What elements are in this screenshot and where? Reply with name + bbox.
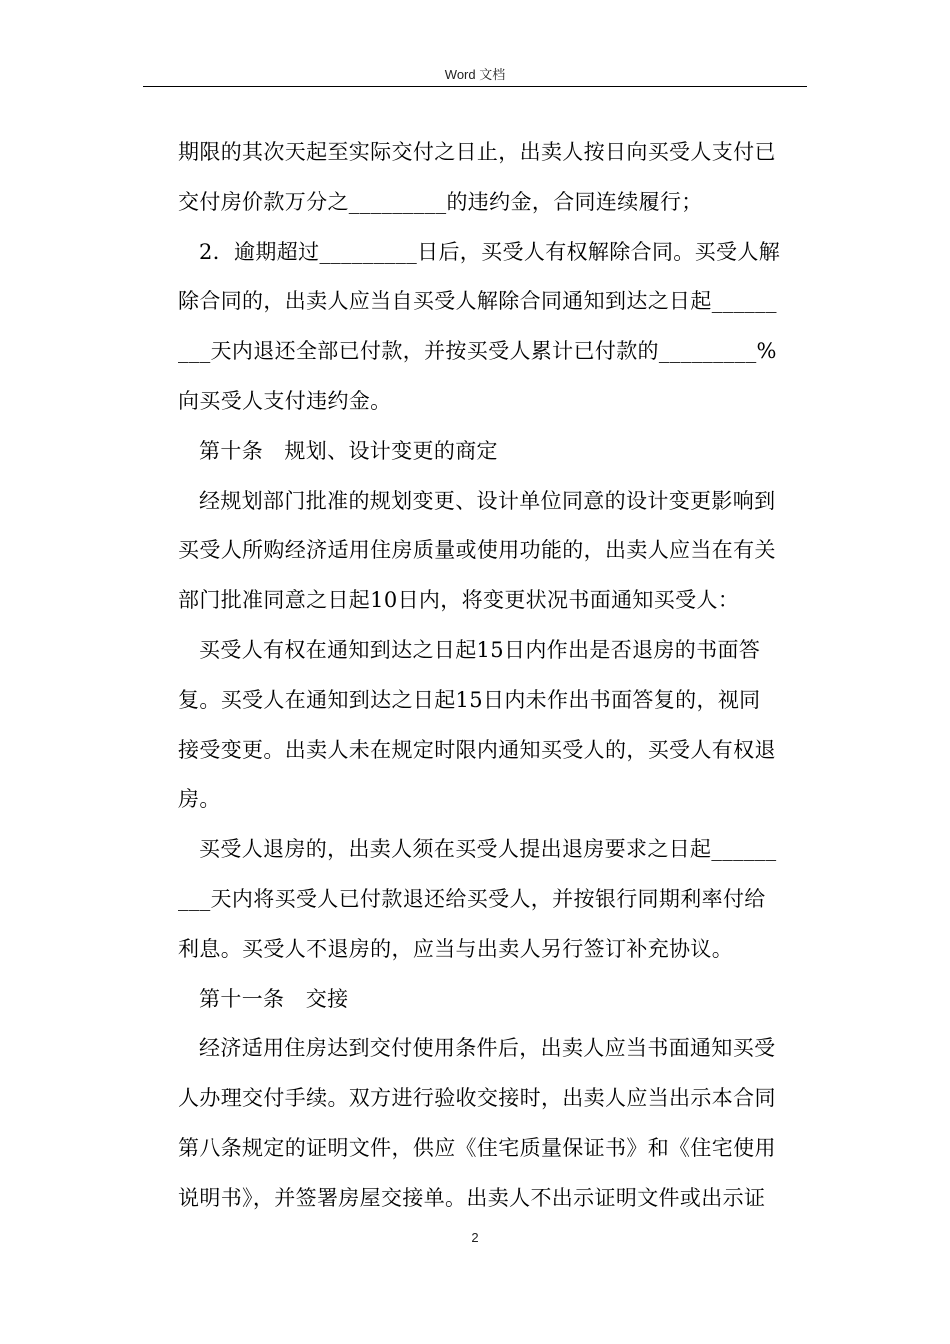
text-line: 向买受人支付违约金。 [178,388,392,413]
text-line: ___天内将买受人已付款退还给买受人，并按银行同期利率付给 [178,886,766,911]
text-line: 期限的其次天起至实际交付之日止，出卖人按日向买受人支付已 [178,140,776,164]
text-line: 2．逾期超过_________日后，买受人有权解除合同。买受人解 [199,239,781,264]
text-line: 部门批准同意之日起10日内，将变更状况书面通知买受人： [178,588,740,613]
text-line: 除合同的，出卖人应当自买受人解除合同通知到达之日起______ [178,289,777,314]
page-number: 2 [471,1230,479,1245]
section-heading: 第十一条 交接 [199,986,349,1011]
text-line: ___天内退还全部已付款，并按买受人累计已付款的_________% [178,339,777,364]
text-line: 买受人退房的，出卖人须在买受人提出退房要求之日起______ [199,837,777,862]
text-line: 接受变更。出卖人未在规定时限内通知买受人的，买受人有权退 [178,737,776,762]
text-line: 人办理交付手续。双方进行验收交接时，出卖人应当出示本合同 [178,1086,776,1111]
text-line: 买受人所购经济适用住房质量或使用功能的，出卖人应当在有关 [178,538,776,563]
text-line: 经济适用住房达到交付使用条件后，出卖人应当书面通知买受 [199,1036,776,1061]
text-line: 买受人有权在通知到达之日起15日内作出是否退房的书面答 [199,637,761,662]
text-line: 交付房价款万分之_________的违约金，合同连续履行； [178,189,703,214]
document-body [178,128,808,1224]
text-line: 利息。买受人不退房的，应当与出卖人另行签订补充协议。 [178,936,734,961]
page-header: Word 文档 [444,67,506,82]
text-line: 房。 [178,787,221,812]
text-line: 第八条规定的证明文件，供应《住宅质量保证书》和《住宅使用 [178,1135,776,1160]
header-divider [143,86,807,87]
text-line: 说明书》，并签署房屋交接单。出卖人不出示证明文件或出示证 [178,1185,766,1210]
text-line: 复。买受人在通知到达之日起15日内未作出书面答复的，视同 [178,687,761,712]
text-line: 经规划部门批准的规划变更、设计单位同意的设计变更影响到 [199,488,776,513]
section-heading: 第十条 规划、设计变更的商定 [199,438,498,463]
